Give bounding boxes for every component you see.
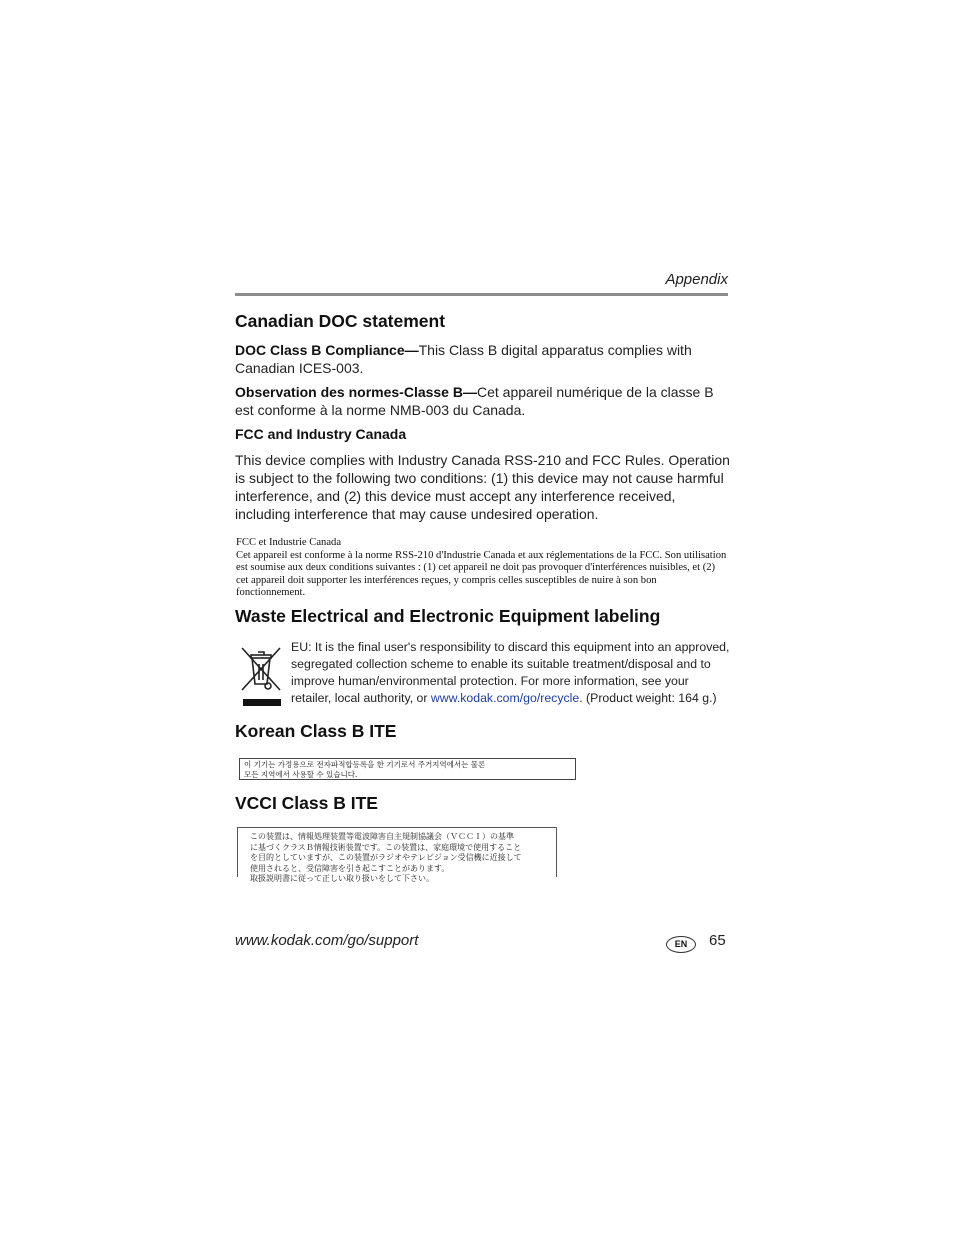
footer-support-url: www.kodak.com/go/support [235, 932, 419, 949]
vcci-line-1: この装置は、情報処理装置等電波障害自主規制協議会（ＶＣＣＩ）の基準 [250, 832, 514, 841]
crossed-out-wheelie-bin-icon [238, 642, 284, 708]
vcci-line-3: を目的としていますが、この装置がラジオやテレビジョン受信機に近接して [250, 853, 522, 862]
vcci-notice-box [237, 827, 557, 883]
header-rule [235, 293, 728, 296]
korean-line-2: 모든 지역에서 사용할 수 있습니다. [244, 770, 358, 779]
vcci-line-4: 使用されると、受信障害を引き起こすことがあります。 [250, 863, 450, 873]
fcc-industry-heading: FCC and Industry Canada [235, 426, 407, 442]
language-badge: EN [666, 936, 696, 953]
recycle-link[interactable]: www.kodak.com/go/recycle [430, 691, 580, 705]
weee-paragraph [291, 639, 731, 707]
canadian-doc-heading: Canadian DOC statement [235, 311, 446, 331]
fcc-french-block [236, 537, 728, 600]
vcci-line-2: に基づくクラスＢ情報技術装置です。この装置は、家庭環境で使用すること [250, 842, 522, 852]
doc-compliance-label: DOC Class B Compliance— [235, 342, 419, 358]
observation-text: Cet appareil numérique de la classe B est conforme à la norme NMB-003 du Canada. [235, 384, 714, 418]
page-number: 65 [709, 932, 726, 949]
fcc-paragraph: This device complies with Industry Canada RSS-210 and FCC Rules. Operation is subject to the following two conditions: (1) this device may not cause harmful interference, and (2) this device must accept any interference received, including interference that may cause undesired operation. [235, 452, 730, 522]
fcc-french-title: FCC et Industrie Canada [236, 537, 342, 548]
fcc-french-text: Cet appareil est conforme à la norme RSS-210 d'Industrie Canada et aux réglementations de la FCC. Son utilisation est soumise aux deux conditions suivantes : (1) cet appareil ne doit pas provoquer d'interférences nuisibles, et (2) cet appareil doit supporter les interférences reçues, y compris celles susceptibles de nuire à son bon fonctionnement. [236, 549, 727, 598]
vcci-heading: VCCI Class B ITE [235, 793, 378, 813]
section-header: Appendix [665, 271, 728, 288]
korean-notice-box [239, 758, 576, 780]
korean-heading: Korean Class B ITE [235, 721, 397, 741]
weee-text-before: EU: It is the final user's responsibility to discard this equipment into an approved, segregated collection scheme to enable its suitable treatment/disposal and to improve human/environmental protection. For more information, see your retailer, local authority, or [291, 640, 730, 705]
doc-compliance-paragraph [235, 341, 730, 377]
vcci-line-5: 取扱説明書に従って正しい取り扱いをして下さい。 [250, 874, 434, 883]
weee-heading: Waste Electrical and Electronic Equipment labeling [235, 606, 661, 626]
doc-compliance-text: This Class B digital apparatus complies with Canadian ICES-003. [235, 342, 692, 376]
korean-line-1: 이 기기는 가정용으로 전자파적합등록을 한 기기로서 주거지역에서는 물론 [244, 760, 486, 769]
observation-label: Observation des normes-Classe B— [235, 384, 477, 400]
observation-paragraph [235, 383, 730, 419]
weee-text-after: . (Product weight: 164 g.) [579, 691, 717, 705]
